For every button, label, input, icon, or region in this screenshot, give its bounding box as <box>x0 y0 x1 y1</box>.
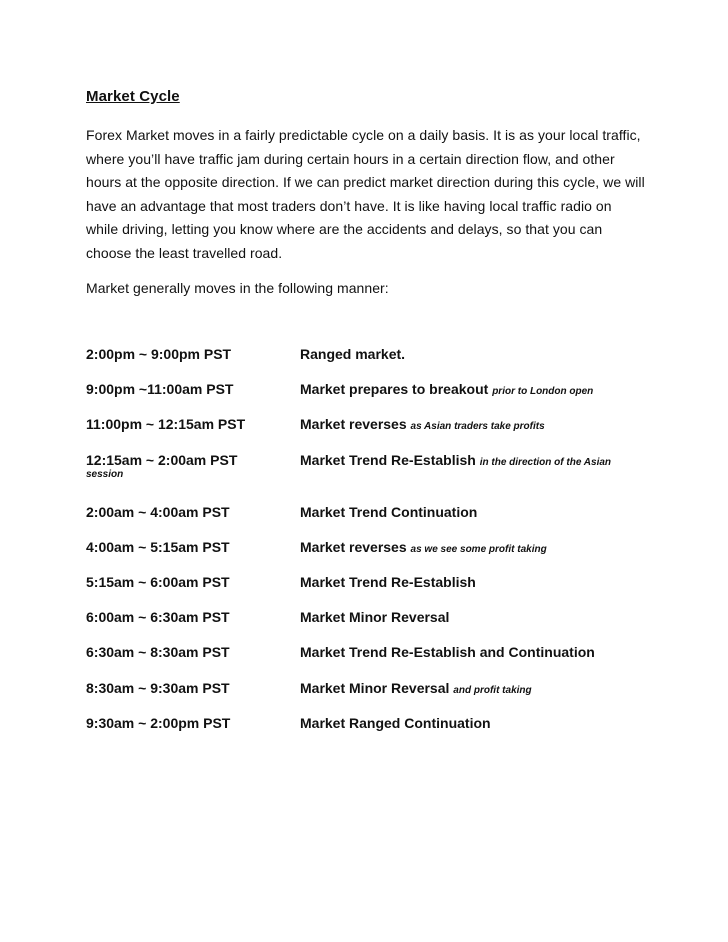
schedule-description <box>300 644 595 660</box>
schedule-row <box>86 346 646 381</box>
schedule-row <box>86 715 646 750</box>
document-title: Market Cycle <box>86 88 180 105</box>
schedule-desc-text: Market Minor Reversal <box>300 679 450 696</box>
schedule-time: 5:15am ~ 6:00am PST <box>86 573 230 590</box>
schedule-desc-text: Market Trend Re-Establish and Continuation <box>300 644 595 661</box>
schedule-description <box>300 609 449 625</box>
schedule-time: 6:30am ~ 8:30am PST <box>86 644 230 661</box>
schedule-row <box>86 539 646 574</box>
schedule-note-continuation: session <box>86 468 124 480</box>
schedule-time: 9:30am ~ 2:00pm PST <box>86 714 231 731</box>
schedule-row <box>86 452 646 504</box>
intro-paragraph: Forex Market moves in a fairly predictable cycle on a daily basis. It is as your local traffic, where you’ll have traffic jam during certain hours in a certain direction flow, and other hours at the opposite direction. If we can predict market direction during this cycle, we will have an advantage that most traders don’t have. It is like having local traffic radio on while driving, letting you know where are the accidents and delays, so that you can choose the least travelled road. <box>86 127 645 261</box>
schedule-row <box>86 644 646 679</box>
schedule-description <box>300 715 491 731</box>
schedule-desc-text: Market prepares to breakout <box>300 381 489 398</box>
schedule-time: 4:00am ~ 5:15am PST <box>86 538 230 555</box>
schedule-desc-text: Market Trend Continuation <box>300 503 478 520</box>
schedule-desc-text: Ranged market. <box>300 346 406 362</box>
schedule-desc-text: Market reverses <box>300 538 407 555</box>
schedule-row <box>86 680 646 715</box>
schedule-desc-text: Market Trend Re-Establish <box>300 573 476 590</box>
schedule-description <box>300 574 476 590</box>
schedule-row <box>86 381 646 416</box>
schedule-description <box>300 504 477 520</box>
schedule-desc-text: Market Trend Re-Establish <box>300 451 476 468</box>
schedule-description <box>300 346 405 362</box>
schedule-time: 12:15am ~ 2:00am PST <box>86 451 238 468</box>
schedule-description <box>300 381 593 397</box>
lead-in-paragraph: Market generally moves in the following manner: <box>86 280 389 296</box>
schedule-note: and profit taking <box>453 684 532 696</box>
schedule-note: prior to London open <box>492 386 594 398</box>
schedule-time: 11:00pm ~ 12:15am PST <box>86 416 246 433</box>
schedule-note: in the direction of the Asian <box>479 456 612 468</box>
schedule-row <box>86 574 646 609</box>
schedule-desc-text: Market reverses <box>300 416 407 433</box>
schedule-desc-text: Market Ranged Continuation <box>300 714 491 731</box>
schedule-description <box>300 680 532 696</box>
schedule-note: as we see some profit taking <box>410 543 547 555</box>
schedule-time: 9:00pm ~11:00am PST <box>86 381 234 398</box>
schedule-time: 2:00pm ~ 9:00pm PST <box>86 346 232 362</box>
schedule-time: 6:00am ~ 6:30am PST <box>86 609 230 626</box>
schedule-row <box>86 416 646 451</box>
market-cycle-schedule <box>86 346 646 750</box>
schedule-row <box>86 609 646 644</box>
schedule-description <box>300 539 547 555</box>
schedule-time: 8:30am ~ 9:30am PST <box>86 679 230 696</box>
schedule-description <box>300 416 545 432</box>
schedule-note: as Asian traders take profits <box>410 421 545 433</box>
schedule-time: 2:00am ~ 4:00am PST <box>86 503 230 520</box>
schedule-desc-text: Market Minor Reversal <box>300 609 450 626</box>
schedule-description <box>300 452 611 468</box>
schedule-row <box>86 504 646 539</box>
